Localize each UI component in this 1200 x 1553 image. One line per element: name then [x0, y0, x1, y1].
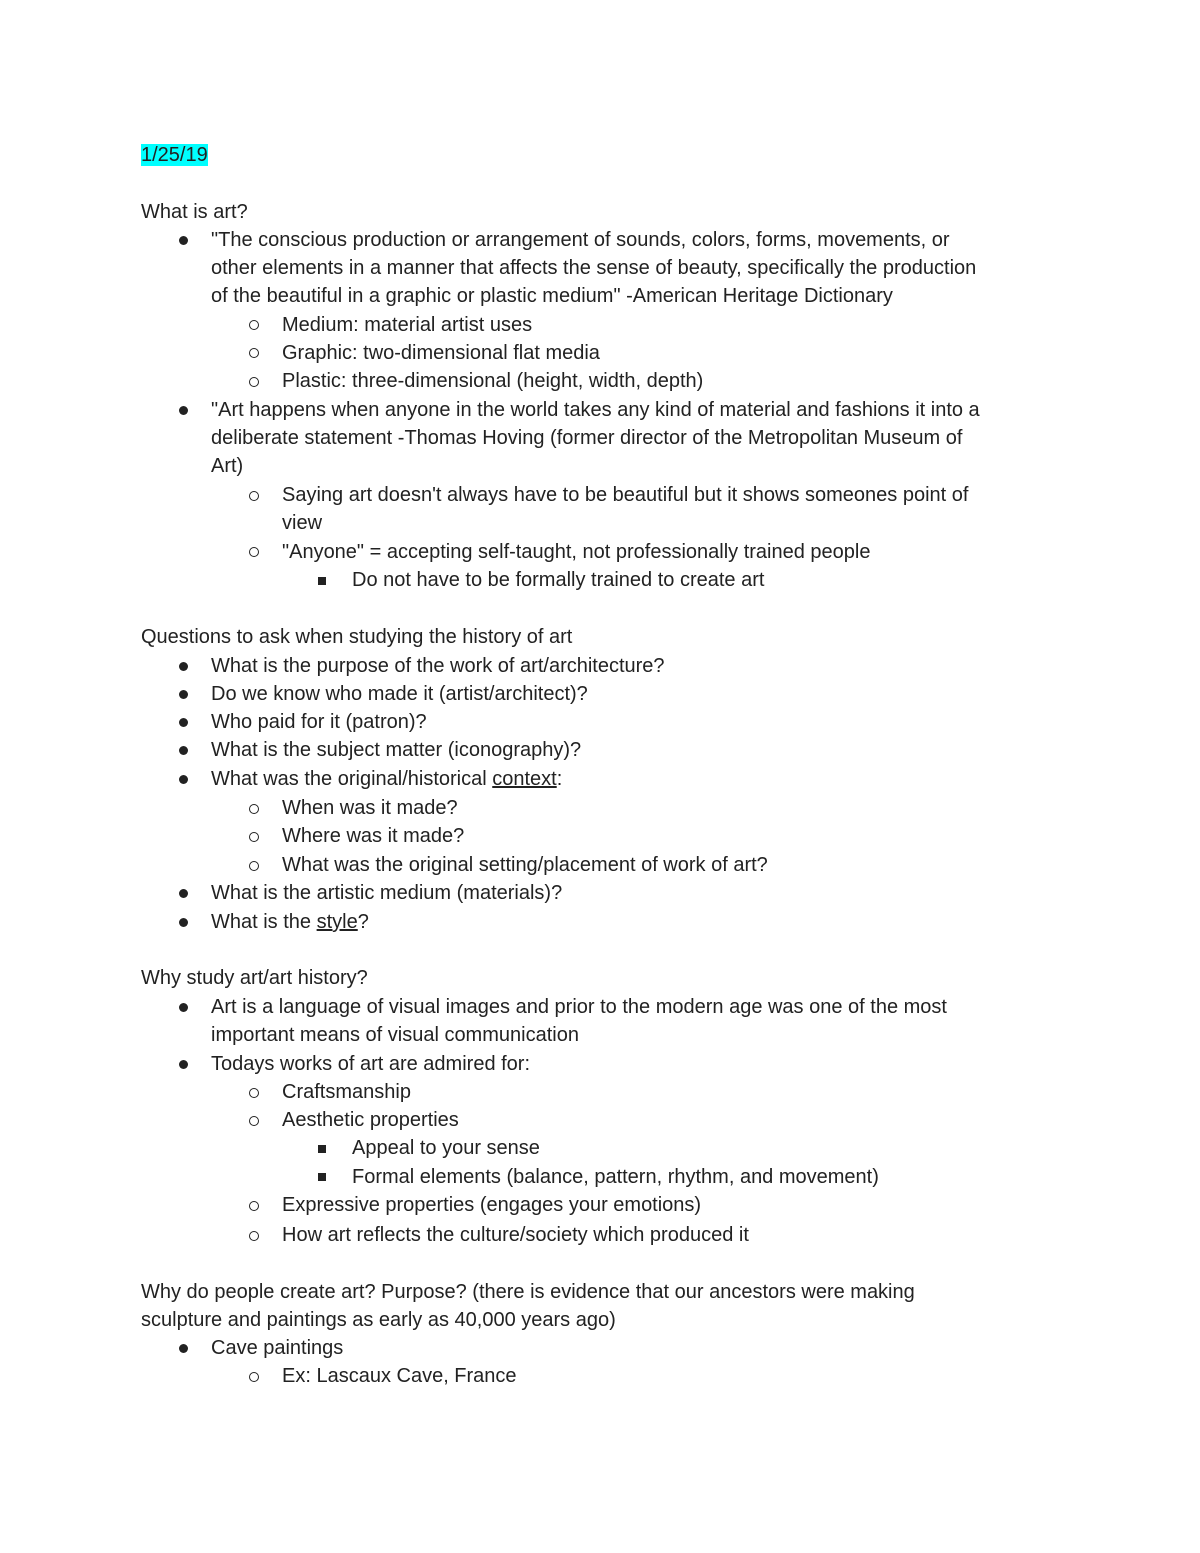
sub-sub-list-item: Appeal to your sense [352, 1137, 540, 1159]
section-heading-questions: Questions to ask when studying the history of art [141, 626, 573, 648]
section-heading-what-is-art: What is art? [141, 201, 248, 223]
bullet-icon [179, 746, 188, 755]
list-item-continuation: other elements in a manner that affects the sense of beauty, specifically the production [211, 257, 977, 279]
sub-list-item: Plastic: three-dimensional (height, width, depth) [282, 370, 704, 392]
section-heading-why-create: Why do people create art? Purpose? (there is evidence that our ancestors were making [141, 1281, 915, 1303]
list-item: What is the artistic medium (materials)? [211, 882, 563, 904]
sub-list-item: What was the original setting/placement of work of art? [282, 854, 768, 876]
square-bullet-icon [318, 1145, 326, 1153]
sub-list-item: "Anyone" = accepting self-taught, not professionally trained people [282, 541, 871, 563]
style-suffix: ? [357, 911, 369, 933]
hollow-bullet-icon [249, 491, 259, 501]
list-item: What is the subject matter (iconography)? [211, 739, 582, 761]
list-item-continuation: of the beautiful in a graphic or plastic medium" -American Heritage Dictionary [211, 285, 893, 307]
list-item: Todays works of art are admired for: [211, 1053, 531, 1075]
section-heading-continuation: sculpture and paintings as early as 40,000 years ago) [141, 1309, 616, 1331]
context-prefix: What was the original/historical [211, 768, 493, 790]
context-suffix: : [556, 768, 563, 790]
hollow-bullet-icon [249, 348, 259, 358]
sub-list-item: When was it made? [282, 797, 458, 819]
bullet-icon [179, 1060, 188, 1069]
date-line [141, 141, 208, 169]
list-item: Cave paintings [211, 1337, 344, 1359]
hollow-bullet-icon [249, 1372, 259, 1382]
sub-list-item-continuation: view [282, 512, 323, 534]
list-item-context [211, 765, 562, 793]
hollow-bullet-icon [249, 547, 259, 557]
hollow-bullet-icon [249, 861, 259, 871]
hollow-bullet-icon [249, 320, 259, 330]
bullet-icon [179, 236, 188, 245]
style-prefix: What is the [211, 911, 317, 933]
sub-sub-list-item: Formal elements (balance, pattern, rhythm, and movement) [352, 1166, 879, 1188]
bullet-icon [179, 775, 188, 784]
bullet-icon [179, 889, 188, 898]
list-item: "The conscious production or arrangement of sounds, colors, forms, movements, or [211, 229, 950, 251]
list-item: Art is a language of visual images and prior to the modern age was one of the most [211, 996, 947, 1018]
hollow-bullet-icon [249, 1116, 259, 1126]
list-item-style [211, 908, 369, 936]
context-underlined-word: context [492, 768, 557, 790]
bullet-icon [179, 918, 188, 927]
list-item: What is the purpose of the work of art/architecture? [211, 655, 665, 677]
hollow-bullet-icon [249, 1088, 259, 1098]
hollow-bullet-icon [249, 832, 259, 842]
sub-list-item: Aesthetic properties [282, 1109, 459, 1131]
hollow-bullet-icon [249, 1201, 259, 1211]
list-item-continuation: deliberate statement -Thomas Hoving (former director of the Metropolitan Museum of [211, 427, 963, 449]
sub-list-item: Craftsmanship [282, 1081, 411, 1103]
list-item-continuation: Art) [211, 455, 244, 477]
date-highlight: 1/25/19 [141, 144, 208, 166]
square-bullet-icon [318, 577, 326, 585]
sub-list-item: Ex: Lascaux Cave, France [282, 1365, 517, 1387]
bullet-icon [179, 662, 188, 671]
bullet-icon [179, 406, 188, 415]
sub-sub-list-item: Do not have to be formally trained to create art [352, 569, 765, 591]
bullet-icon [179, 690, 188, 699]
list-item: "Art happens when anyone in the world takes any kind of material and fashions it into a [211, 399, 980, 421]
hollow-bullet-icon [249, 1231, 259, 1241]
sub-list-item: Medium: material artist uses [282, 314, 533, 336]
list-item-continuation: important means of visual communication [211, 1024, 579, 1046]
sub-list-item: Expressive properties (engages your emotions) [282, 1194, 702, 1216]
style-underlined-word: style [316, 911, 358, 933]
square-bullet-icon [318, 1173, 326, 1181]
hollow-bullet-icon [249, 377, 259, 387]
sub-list-item: Where was it made? [282, 825, 465, 847]
sub-list-item: Graphic: two-dimensional flat media [282, 342, 600, 364]
bullet-icon [179, 718, 188, 727]
section-heading-why-study: Why study art/art history? [141, 967, 368, 989]
sub-list-item: Saying art doesn't always have to be beautiful but it shows someones point of [282, 484, 969, 506]
sub-list-item: How art reflects the culture/society which produced it [282, 1224, 749, 1246]
hollow-bullet-icon [249, 804, 259, 814]
list-item: Who paid for it (patron)? [211, 711, 427, 733]
list-item: Do we know who made it (artist/architect)? [211, 683, 588, 705]
bullet-icon [179, 1003, 188, 1012]
bullet-icon [179, 1344, 188, 1353]
